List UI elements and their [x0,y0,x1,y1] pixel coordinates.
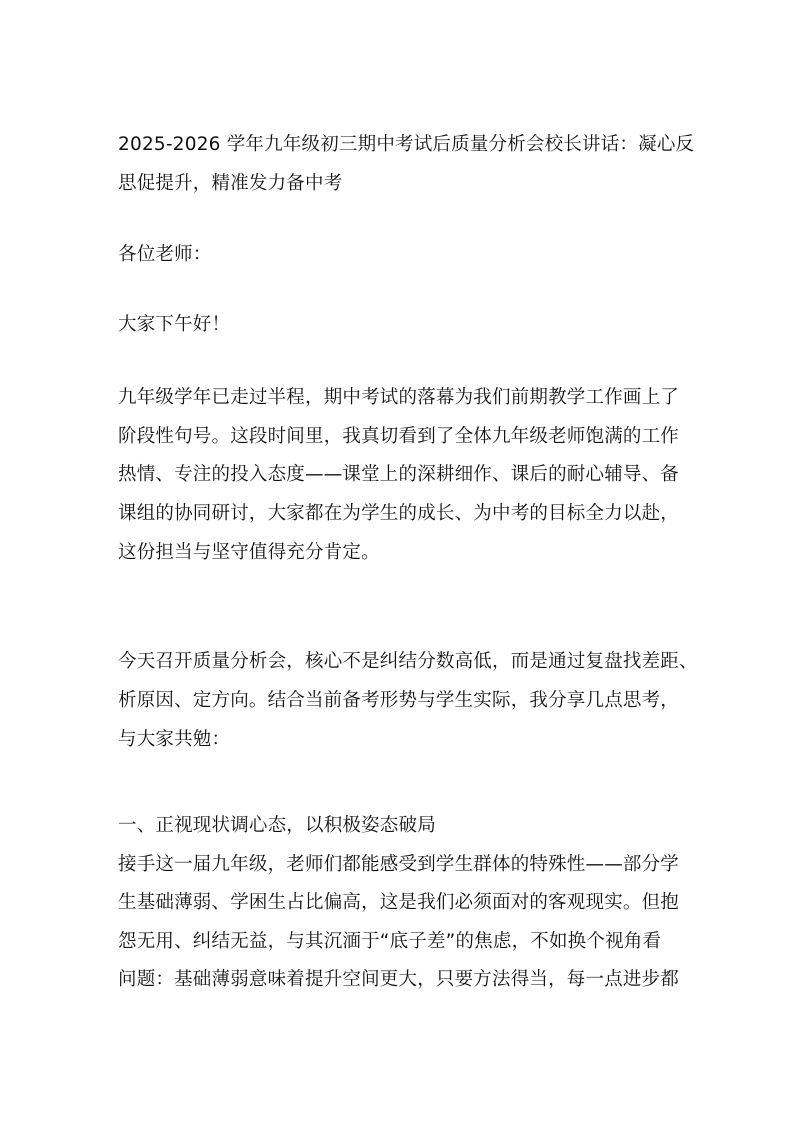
paragraph-1-line: 课组的协同研讨，大家都在为学生的成长、为中考的目标全力以赴， [118,503,680,524]
paragraph-3-line: 生基础薄弱、学困生占比偏高，这是我们必须面对的客观现实。但抱 [118,892,680,913]
paragraph-3-line: 接手这一届九年级，老师们都能感受到学生群体的特殊性——部分学 [118,854,680,875]
greeting: 大家下午好！ [118,314,231,335]
section-1-heading: 一、正视现状调心态，以积极姿态破局 [118,815,436,836]
paragraph-2-line: 与大家共勉： [118,729,231,750]
paragraph-3-line: 怨无用、纠结无益，与其沉湎于“底子差”的焦虑，不如换个视角看 [118,931,662,952]
paragraph-1-line: 九年级学年已走过半程，期中考试的落幕为我们前期教学工作画上了 [118,387,680,408]
paragraph-1-line: 热情、专注的投入态度——课堂上的深耕细作、课后的耐心辅导、备 [118,464,680,485]
document-title-line-2: 思促提升，精准发力备中考 [118,173,343,194]
paragraph-2-line: 析原因、定方向。结合当前备考形势与学生实际，我分享几点思考， [118,690,680,711]
paragraph-3-line: 问题：基础薄弱意味着提升空间更大，只要方法得当，每一点进步都 [118,969,680,990]
document-title-line-1: 2025-2026 学年九年级初三期中考试后质量分析会校长讲话：凝心反 [118,134,695,155]
paragraph-2-line: 今天召开质量分析会，核心不是纠结分数高低，而是通过复盘找差距、 [118,651,698,672]
paragraph-1-line: 这份担当与坚守值得充分肯定。 [118,542,380,563]
salutation: 各位老师： [118,244,212,265]
paragraph-1-line: 阶段性句号。这段时间里，我真切看到了全体九年级老师饱满的工作 [118,426,680,447]
